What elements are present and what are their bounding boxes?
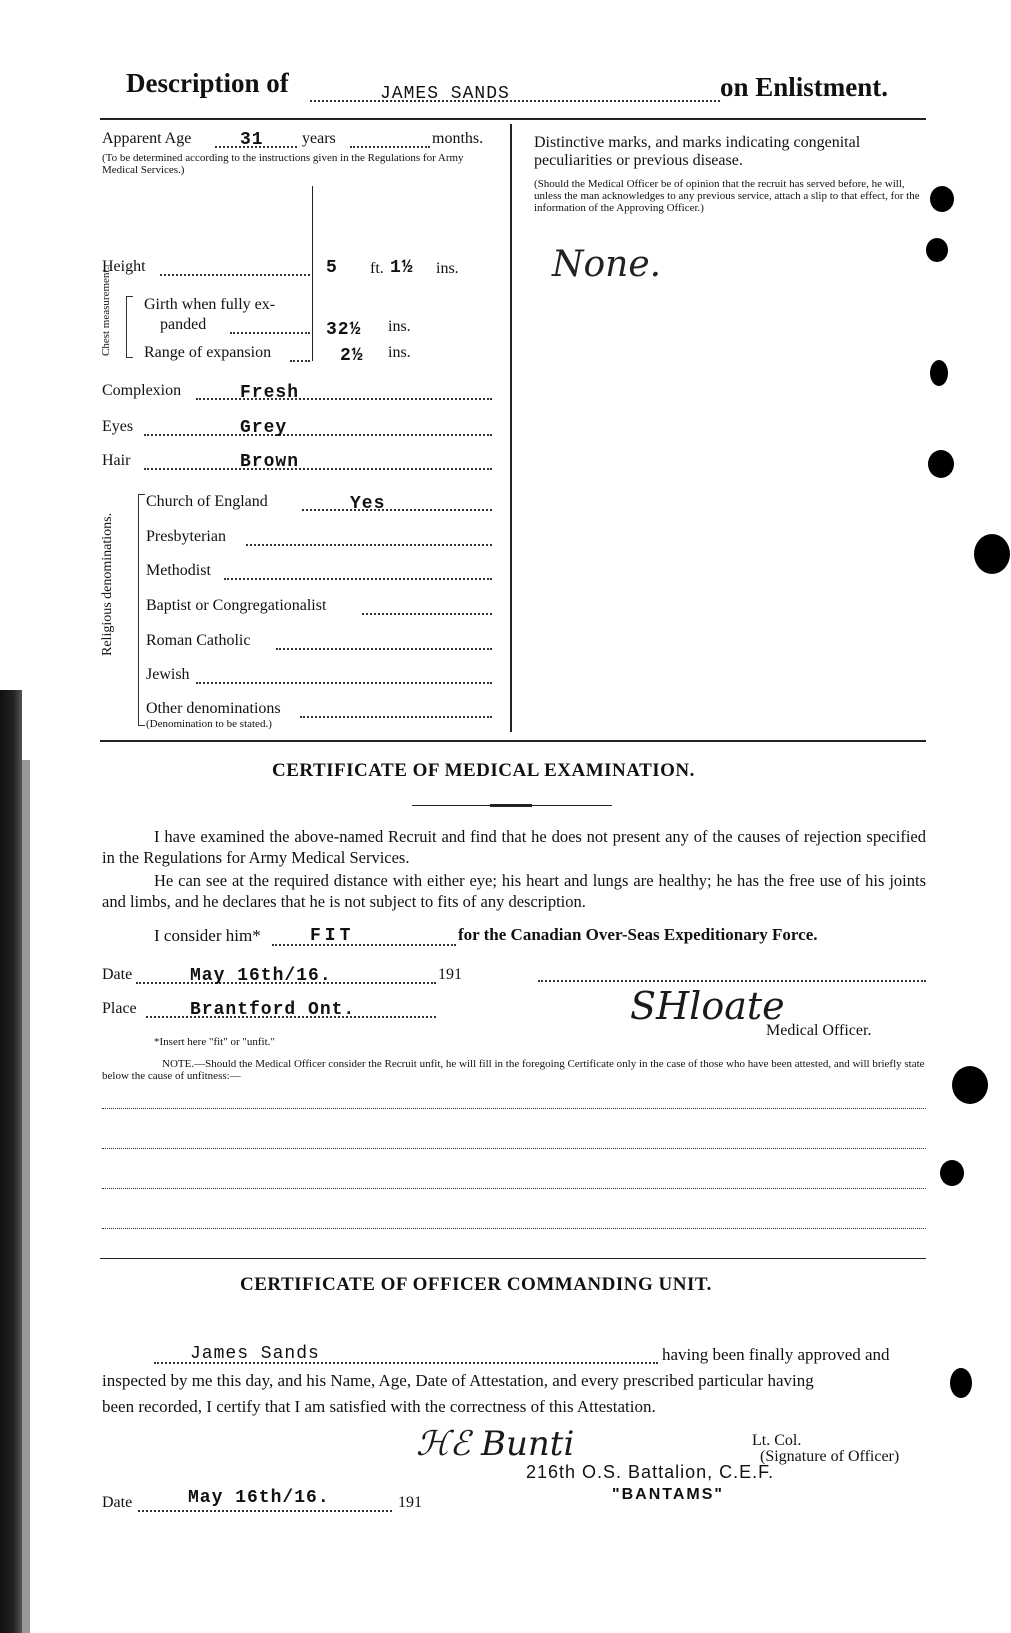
scan-edge-shadow: [0, 690, 22, 1633]
medical-officer-label: Medical Officer.: [766, 1022, 872, 1039]
age-label: Apparent Age: [102, 130, 192, 147]
battalion-stamp-line-2: "BANTAMS": [612, 1486, 724, 1503]
commanding-rank: Lt. Col.: [752, 1432, 802, 1449]
punch-hole: [940, 1160, 964, 1186]
religion-dots: [196, 682, 492, 684]
recruit-name: JAMES SANDS: [380, 84, 510, 104]
medical-signature-dots: [538, 980, 926, 982]
medical-date-value: May 16th/16.: [190, 966, 332, 986]
other-denomination-note: (Denomination to be stated.): [146, 718, 272, 730]
column-divider: [510, 124, 512, 732]
punch-hole: [974, 534, 1010, 574]
unfit-cause-line: [102, 1108, 926, 1109]
religion-label: Methodist: [146, 562, 211, 579]
eyes-label: Eyes: [102, 418, 134, 435]
commanding-certificate-heading: CERTIFICATE OF OFFICER COMMANDING UNIT.: [240, 1274, 712, 1295]
commanding-signature-label: (Signature of Officer): [760, 1448, 900, 1465]
form-title-suffix: on Enlistment.: [720, 72, 889, 102]
ins-label: ins.: [436, 260, 459, 277]
scan-edge-shadow-2: [22, 760, 30, 1633]
eyes-value: Grey: [240, 418, 288, 438]
religion-label: Jewish: [146, 666, 190, 683]
age-note: (To be determined according to the instructions given in the Regulations for Army Medical Services.): [102, 152, 464, 176]
girth-label-1: Girth when fully ex-: [144, 296, 276, 313]
years-dots: [350, 146, 430, 148]
section-rule: [100, 740, 926, 742]
medical-date-label: Date: [102, 966, 133, 983]
commanding-date-label: Date: [102, 1494, 133, 1511]
ft-label: ft.: [370, 260, 384, 277]
punch-hole: [952, 1066, 988, 1104]
heading-rule-accent: [490, 804, 532, 807]
punch-hole: [928, 450, 954, 478]
religion-dots: [224, 578, 492, 580]
commanding-date-value: May 16th/16.: [188, 1488, 330, 1508]
medical-year-label: 191: [438, 966, 462, 983]
girth-dots: [230, 332, 310, 334]
consider-suffix: for the Canadian Over-Seas Expeditionary Force.: [458, 925, 818, 944]
height-dots: [160, 274, 310, 276]
months-label: months.: [432, 130, 484, 147]
complexion-value: Fresh: [240, 383, 300, 403]
place-value: Brantford Ont.: [190, 1000, 356, 1020]
punch-hole: [926, 238, 948, 262]
commanding-date-dots: [138, 1510, 392, 1512]
other-denomination-dots: [300, 716, 492, 718]
expansion-label: Range of expansion: [144, 344, 272, 361]
place-label: Place: [102, 1000, 137, 1017]
unfit-cause-line: [102, 1188, 926, 1189]
fit-dots: [272, 944, 456, 946]
medical-certificate-heading: CERTIFICATE OF MEDICAL EXAMINATION.: [272, 760, 695, 781]
religion-dots: [302, 509, 492, 511]
eyes-dots: [144, 434, 492, 436]
religion-label: Church of England: [146, 493, 268, 510]
religion-label: Baptist or Congregationalist: [146, 597, 327, 614]
distinctive-marks-value: None.: [552, 244, 662, 285]
girth-value: 32½: [326, 320, 362, 340]
religion-value: Yes: [350, 494, 386, 514]
unfit-cause-line: [102, 1228, 926, 1229]
religion-dots: [246, 544, 492, 546]
section-rule-2: [100, 1258, 926, 1259]
commanding-line-3: been recorded, I certify that I am satisfied with the correctness of this Attestation.: [102, 1397, 656, 1416]
unfit-note: NOTE.—Should the Medical Officer consider the Recruit unfit, he will fill in the foregoing Certificate only in the case of those who have been attested, and will briefly state below the cause of unfitness:—: [102, 1058, 925, 1082]
religion-dots: [276, 648, 492, 650]
height-label: Height: [102, 258, 146, 275]
commanding-line-1-suffix: having been finally approved and: [662, 1345, 890, 1364]
insert-note: *Insert here "fit" or "unfit.": [154, 1036, 275, 1048]
hair-label: Hair: [102, 452, 131, 469]
height-ft-value: 5: [326, 258, 338, 278]
form-title-prefix: Description of: [126, 68, 289, 98]
commanding-line-2: inspected by me this day, and his Name, Age, Date of Attestation, and every prescribed particular having: [102, 1371, 814, 1390]
punch-hole: [930, 360, 948, 386]
complexion-label: Complexion: [102, 382, 182, 399]
punch-hole: [950, 1368, 972, 1398]
medical-paragraph-1: I have examined the above-named Recruit and find that he does not present any of the causes of rejection specified in the Regulations for Army Medical Services.: [102, 827, 926, 867]
hair-value: Brown: [240, 452, 300, 472]
height-in-value: 1½: [390, 258, 414, 278]
commanding-year-label: 191: [398, 1494, 422, 1511]
hair-dots: [144, 468, 492, 470]
punch-hole: [930, 186, 954, 212]
battalion-stamp-line-1: 216th O.S. Battalion, C.E.F.: [526, 1462, 775, 1482]
marks-heading-2: peculiarities or previous disease.: [534, 152, 743, 169]
marks-heading-1: Distinctive marks, and marks indicating congenital: [534, 134, 861, 151]
age-value: 31: [240, 130, 264, 150]
religious-side-label: Religious denominations.: [100, 512, 115, 656]
expansion-ins-label: ins.: [388, 344, 411, 361]
fit-value: FIT: [310, 926, 355, 946]
marks-note: (Should the Medical Officer be of opinion that the recruit has served before, he will, unless the man acknowledges to any previous service, attach a slip to that effect, for the information of the Approving Officer.): [534, 178, 920, 214]
expansion-dots: [290, 360, 310, 362]
medical-paragraph-2: He can see at the required distance with either eye; his heart and lungs are healthy; he has the free use of his joints and limbs, and he declares that he is not subject to fits of any description.: [102, 871, 926, 911]
years-label: years: [302, 130, 336, 147]
religion-label: Presbyterian: [146, 528, 226, 545]
field-divider: [312, 186, 313, 361]
girth-label-2: panded: [160, 316, 207, 333]
name-dotted-line: [310, 100, 720, 102]
medical-officer-signature: SHloate: [630, 984, 785, 1028]
header-rule: [100, 118, 926, 120]
chest-side-label: Chest measurement.: [100, 266, 112, 356]
consider-label: I consider him*: [154, 926, 261, 945]
girth-ins-label: ins.: [388, 318, 411, 335]
religion-dots: [362, 613, 492, 615]
religion-label: Roman Catholic: [146, 632, 251, 649]
commanding-officer-signature: ℋℰ Bunti: [416, 1424, 575, 1464]
chest-brace: [126, 296, 133, 358]
other-denomination-label: Other denominations: [146, 700, 281, 717]
religion-brace: [138, 494, 145, 726]
expansion-value: 2½: [340, 346, 364, 366]
commanding-name-value: James Sands: [190, 1344, 320, 1364]
unfit-cause-line: [102, 1148, 926, 1149]
